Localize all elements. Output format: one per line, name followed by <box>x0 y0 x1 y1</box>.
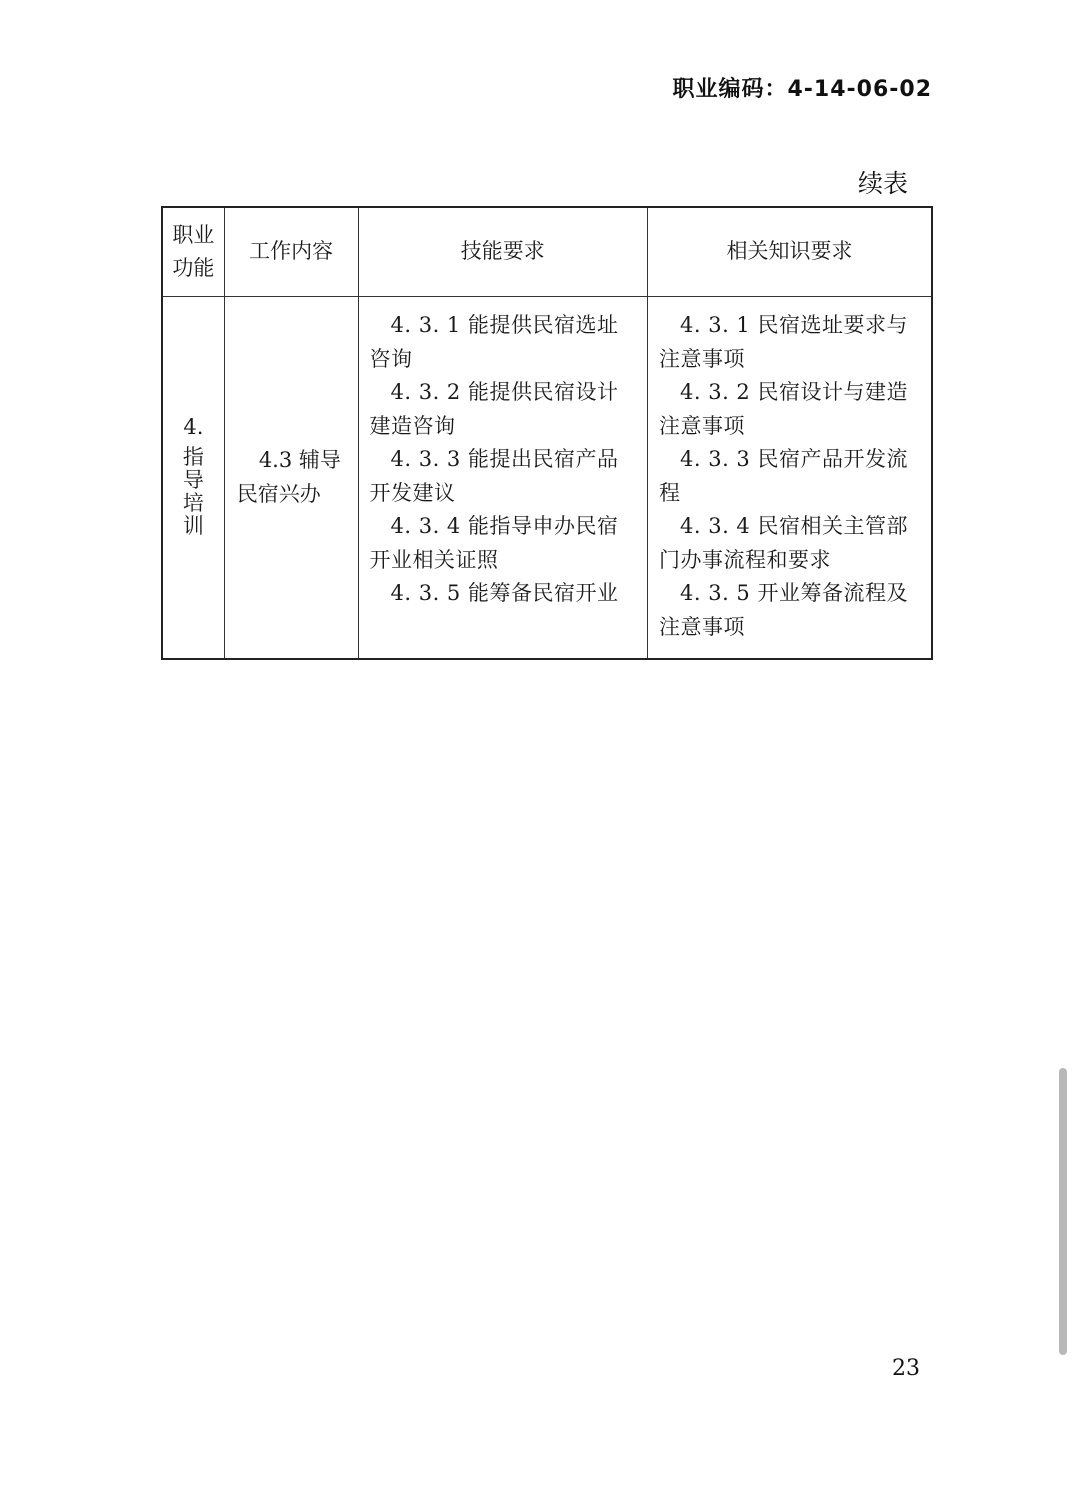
skill-item: 4. 3. 3 能提出民宿产品开发建议 <box>369 447 619 505</box>
header-skill-requirements: 技能要求 <box>358 207 648 297</box>
requirements-table <box>161 206 933 660</box>
cell-skills <box>358 297 648 660</box>
header-function-line2: 功能 <box>172 256 215 280</box>
knowledge-item: 4. 3. 4 民宿相关主管部门办事流程和要求 <box>659 514 908 572</box>
table-header-row <box>162 207 932 297</box>
page-number: 23 <box>892 1356 920 1381</box>
continued-label: 续表 <box>857 169 908 198</box>
skill-item: 4. 3. 4 能指导申办民宿开业相关证照 <box>369 514 619 572</box>
header-work-content: 工作内容 <box>224 207 358 297</box>
header-function <box>162 207 224 297</box>
header-function-line1: 职业 <box>172 222 215 247</box>
skill-item: 4. 3. 5 能筹备民宿开业 <box>390 581 619 605</box>
knowledge-item: 4. 3. 2 民宿设计与建造注意事项 <box>659 380 908 438</box>
scrollbar-thumb[interactable] <box>1059 1068 1067 1355</box>
cell-work-content: 4.3 辅导民宿兴办 <box>224 297 358 660</box>
knowledge-item: 4. 3. 1 民宿选址要求与注意事项 <box>659 313 908 371</box>
knowledge-item: 4. 3. 3 民宿产品开发流程 <box>659 447 908 505</box>
function-number: 4. <box>183 414 204 439</box>
skill-item: 4. 3. 1 能提供民宿选址咨询 <box>369 313 619 371</box>
knowledge-item: 4. 3. 5 开业筹备流程及注意事项 <box>659 581 908 639</box>
skill-item: 4. 3. 2 能提供民宿设计建造咨询 <box>369 380 619 438</box>
function-name: 指导培训 <box>182 444 204 538</box>
occupation-code: 职业编码：4-14-06-02 <box>672 77 932 102</box>
header-knowledge-requirements: 相关知识要求 <box>648 207 933 297</box>
table-row <box>162 297 932 660</box>
cell-function <box>162 297 224 660</box>
cell-knowledge <box>648 297 933 660</box>
